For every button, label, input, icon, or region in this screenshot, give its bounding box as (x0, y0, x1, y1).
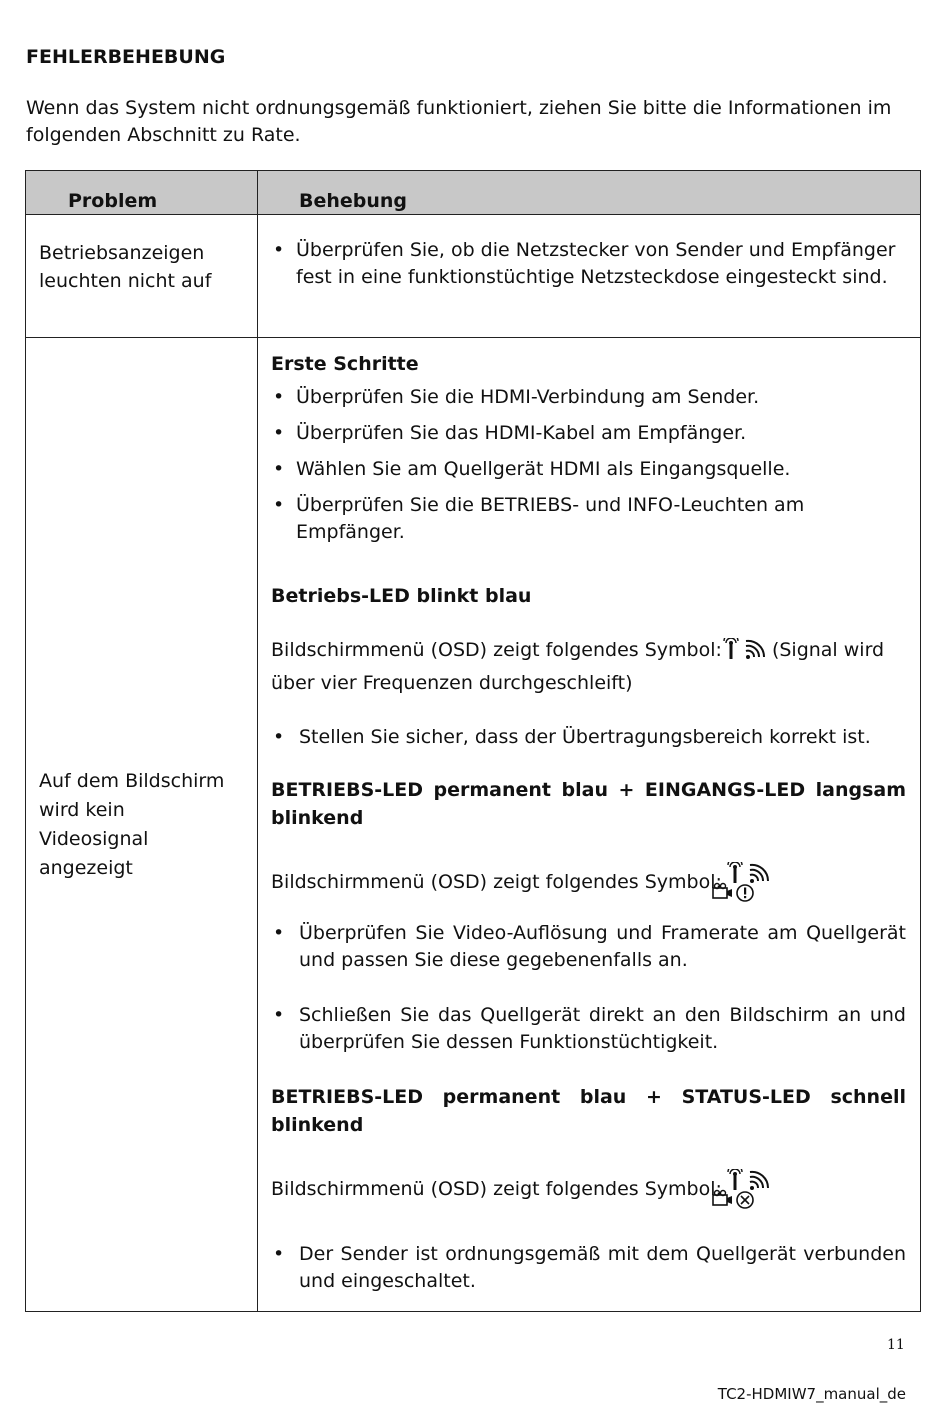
troubleshooting-table (25, 170, 921, 1312)
table-row (26, 215, 921, 338)
problem-cell: Auf dem Bildschirm wird kein Videosignal angezeigt (39, 769, 225, 879)
osd-description (271, 636, 906, 698)
section-title: Erste Schritte (271, 353, 419, 375)
section-title: BETRIEBS-LED permanent blau + EINGANGS-LED langsam blinkend (271, 779, 906, 829)
bullet-list (271, 1241, 906, 1295)
intro-text: Wenn das System nicht ordnungsgemäß funktioniert, ziehen Sie bitte die Informationen im folgenden Abschnitt zu Rate. (26, 97, 892, 146)
list-item: • Stellen Sie sicher, dass der Übertragungsbereich korrekt ist. (271, 724, 906, 751)
list-item: • Schließen Sie das Quellgerät direkt an den Bildschirm an und überprüfen Sie dessen Funktionstüchtigkeit. (271, 1002, 906, 1056)
osd-description (271, 862, 906, 902)
video-error-icon (712, 1189, 756, 1217)
section-title: BETRIEBS-LED permanent blau + STATUS-LED schnell blinkend (271, 1086, 906, 1136)
list-item: • Überprüfen Sie die BETRIEBS- und INFO-Leuchten am Empfänger. (271, 492, 906, 546)
list-item: • Überprüfen Sie die HDMI-Verbindung am Sender. (271, 384, 906, 411)
osd-note: (Signal wird über vier Frequenzen durchgeschleift) (271, 639, 885, 694)
list-item: • Überprüfen Sie Video-Auflösung und Framerate am Quellgerät und passen Sie diese gegebenenfalls an. (271, 920, 906, 974)
solution-cell (258, 338, 920, 1295)
page-heading: FEHLERBEHEBUNG (26, 46, 226, 68)
list-item: • Überprüfen Sie, ob die Netzstecker von Sender und Empfänger fest in eine funktionstüchtige Netzsteckdose eingesteckt sind. (271, 237, 908, 291)
footer-label: TC2-HDMIW7_manual_de (717, 1385, 906, 1403)
first-steps-list (271, 384, 906, 546)
osd-text: Bildschirmmenü (OSD) zeigt folgendes Symbol: (271, 871, 722, 893)
list-item: • Der Sender ist ordnungsgemäß mit dem Quellgerät verbunden und eingeschaltet. (271, 1241, 906, 1295)
section-title: Betriebs-LED blinkt blau (271, 585, 532, 607)
problem-cell: Betriebsanzeigen leuchten nicht auf (39, 242, 212, 292)
osd-description (271, 1169, 906, 1209)
column-header-solution: Behebung (258, 171, 921, 215)
list-item: • Wählen Sie am Quellgerät HDMI als Eingangsquelle. (271, 456, 906, 483)
list-item: • Überprüfen Sie das HDMI-Kabel am Empfänger. (271, 420, 906, 447)
bullet-list (271, 724, 906, 751)
solution-list (271, 237, 908, 291)
table-row (26, 338, 921, 1312)
page-number: 11 (887, 1337, 905, 1353)
column-header-problem: Problem (26, 171, 258, 215)
video-warning-icon (712, 882, 756, 910)
signal-antenna-icon (722, 638, 766, 669)
bullet-list (271, 920, 906, 1056)
osd-text: Bildschirmmenü (OSD) zeigt folgendes Symbol: (271, 639, 722, 661)
osd-text: Bildschirmmenü (OSD) zeigt folgendes Symbol: (271, 1178, 722, 1200)
